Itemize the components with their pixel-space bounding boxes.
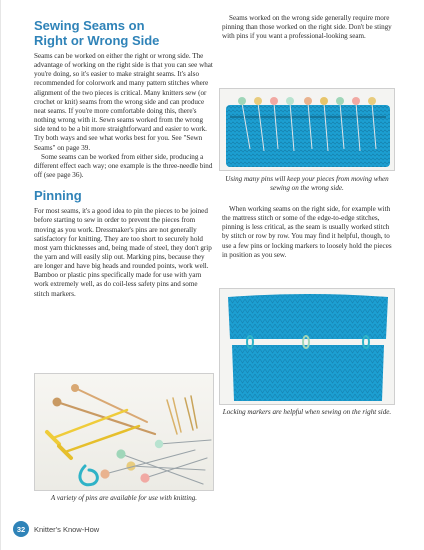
safety-pin	[167, 398, 181, 434]
pin-head-mint	[155, 440, 163, 448]
yellow-t-pin-head	[59, 446, 71, 458]
paragraph-seams-either-side: Seams can be worked on either the right or wrong side. The advantage of working on the right side is that you can see what you're doing, so it's easier to make straight seams. It's also recommended for colorwork and many pattern stitches where alignment of the two pieces is critical. Many knitters sew (or crochet or knit) seams from the wrong side and can produce neat seams. If you're more comfortable doing this, there's nothing wrong with it. Sewn seams worked from the wrong side tend to be a bit more straightforward and easier to work. Try both ways and see what works best for you. See "Sewn Seams" on page 39.	[34, 52, 213, 152]
pin-head-peach	[100, 469, 109, 478]
knit-pieces-wrong-side	[220, 89, 395, 171]
caption-wrong-side: Using many pins will keep your pieces from moving when sewing on the wrong side.	[225, 175, 389, 192]
page-footer	[13, 521, 99, 537]
knit-pieces-right-side	[220, 289, 395, 405]
heading-line-1: Sewing Seams on	[34, 18, 145, 33]
left-column	[34, 12, 214, 299]
knit-piece	[226, 105, 390, 167]
caption-right-side: Locking markers are helpful when sewing on the right side.	[222, 408, 392, 416]
paragraph-right-side-pinning: When working seams on the right side, for example with the mattress stitch or some of the edge-to-edge stitches, pinning is less critical, as the seam is usually worked stitch by stitch or row by row. You may find it helpful, though, to use a few pins or locking markers to loosely hold the pieces in position as you sew.	[222, 205, 392, 259]
heading-line-2: Right or Wrong Side	[34, 33, 160, 48]
page-number: 32	[13, 521, 29, 537]
steel-pin	[131, 466, 205, 470]
yellow-t-pin-head	[47, 432, 59, 444]
safety-pin	[185, 396, 197, 430]
photo-knitting-pins	[34, 373, 214, 491]
paragraph-some-seams: Some seams can be worked from either side, producing a different effect each way; one example is the three-needle bind off (see page 36).	[34, 152, 213, 180]
caption-pins: A variety of pins are available for use with knitting.	[50, 494, 198, 502]
photo-pinned-wrong-side	[219, 88, 395, 171]
pin-head-green	[116, 449, 125, 458]
upper-knit-piece	[228, 294, 388, 339]
lower-knit-piece	[232, 345, 384, 401]
section-heading-sewing-seams	[34, 18, 214, 48]
pin-head-pink	[140, 473, 149, 482]
steel-pin	[159, 440, 211, 444]
locking-marker	[80, 466, 97, 485]
paragraph-wrong-side-pinning: Seams worked on the wrong side generally require more pinning than those worked on the right side. Don't be stingy with pins if you want a professional-looking seam.	[222, 14, 392, 41]
section-heading-pinning: Pinning	[34, 188, 82, 204]
pins-illustration	[35, 374, 214, 491]
photo-locking-markers-right-side	[219, 288, 395, 405]
paragraph-pinning: For most seams, it's a good idea to pin the pieces to be joined before starting to sew in order to prevent the pieces from moving as you work. Dressmaker's pins are not generally satisfactory for knitting. They are too short to securely hold most yarn thicknesses and, being made of steel, they don't grip the yarn and will easily slip out. Marking pins, because they are longer and have big heads and rounded points, work well. Bamboo or plastic pins specifically made for use with yarn work extremely well, as do coil-less safety pins and some stitch markers.	[34, 207, 212, 298]
pin-head	[71, 384, 79, 392]
pin-head	[53, 398, 62, 407]
running-title: Knitter's Know-How	[34, 524, 100, 534]
